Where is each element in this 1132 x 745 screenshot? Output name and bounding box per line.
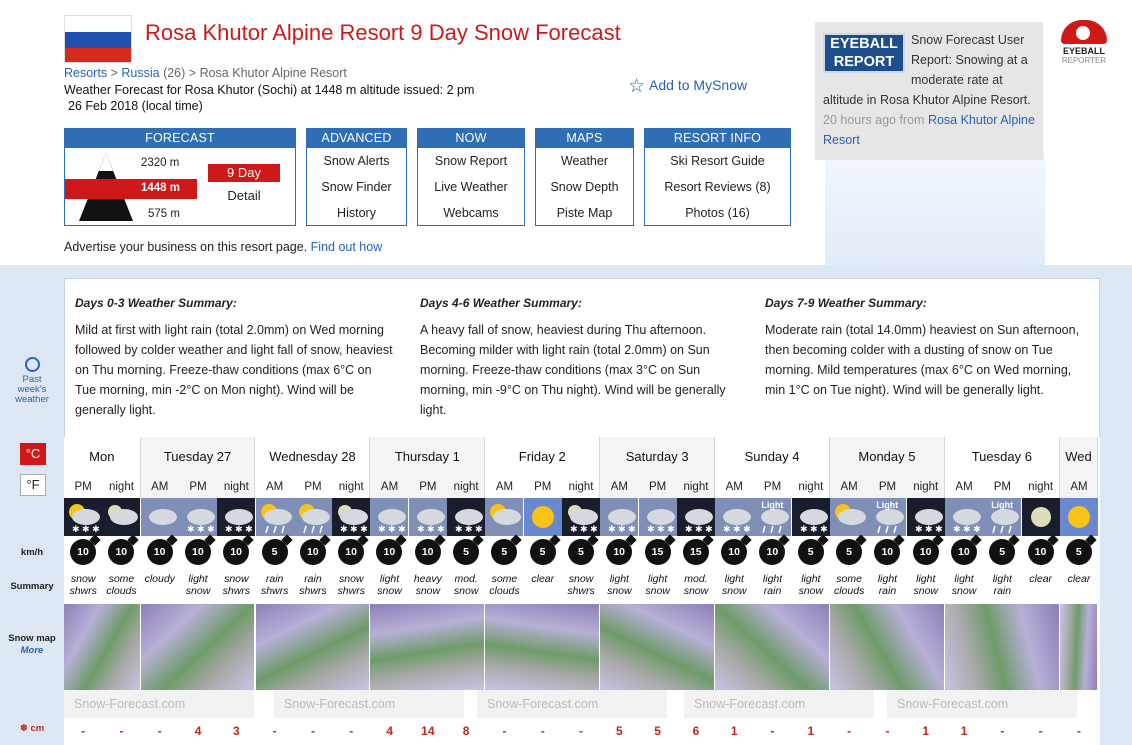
- weather-summary: mod. snow: [453, 573, 479, 597]
- advert-text: Advertise your business on this resort page.: [64, 240, 308, 254]
- snowfall-value: 4: [194, 724, 202, 738]
- weather-summary: light rain: [877, 573, 898, 597]
- svg-text:✱ ✱ ✱: ✱ ✱ ✱: [723, 524, 751, 534]
- breadcrumb-separator: >: [188, 66, 197, 80]
- altitude-top[interactable]: 2320 m: [141, 157, 180, 169]
- weather-summary-panel: [64, 278, 1100, 438]
- weather-summary: light rain: [762, 573, 783, 597]
- nine-day-tab[interactable]: 9 Day: [208, 164, 280, 182]
- breadcrumb: [64, 66, 347, 80]
- forecast-sidebar: [0, 265, 64, 745]
- weather-summary: snow shwrs: [222, 573, 251, 597]
- altitude-bottom[interactable]: 575 m: [148, 208, 180, 220]
- time-slot-label: night: [453, 481, 479, 493]
- weather-summary: light snow: [377, 573, 402, 597]
- night-snow-icon: [677, 498, 715, 536]
- snowfall-value: 1: [730, 724, 738, 738]
- weather-summary: some clouds: [833, 573, 865, 597]
- cloud-rain-icon: [753, 498, 791, 536]
- time-slot-label: PM: [534, 481, 552, 493]
- breadcrumb-current: Rosa Khutor Alpine Resort: [199, 66, 347, 80]
- weather-summary: snow shwrs: [567, 573, 595, 597]
- snow-map-thumbnail[interactable]: [715, 604, 830, 690]
- menu-item-history[interactable]: History: [337, 206, 376, 220]
- sun-cloud-icon: [830, 498, 868, 536]
- time-slot-label: PM: [419, 481, 437, 493]
- svg-text:✱ ✱ ✱: ✱ ✱ ✱: [416, 524, 445, 534]
- wind-arrow-icon: 10: [338, 539, 364, 565]
- cloud-rain-icon: [983, 498, 1021, 536]
- cloud-snow-icon: [370, 498, 408, 536]
- day-header-0[interactable]: Mon: [64, 437, 141, 477]
- snowfall-value: -: [1000, 724, 1005, 738]
- night-sun-cloud-snow-icon: [64, 498, 102, 536]
- snow-map-thumbnail[interactable]: [370, 604, 485, 690]
- time-slot-label: night: [223, 481, 249, 493]
- snow-map-thumbnail[interactable]: [485, 604, 600, 690]
- weather-summary: light snow: [951, 573, 977, 597]
- wind-arrow-icon: 5: [568, 539, 594, 565]
- map-watermark-label: Snow-Forecast.com: [274, 690, 464, 718]
- weather-summary: snow shwrs: [337, 573, 365, 597]
- time-slot-label: AM: [610, 481, 628, 493]
- night-snow-icon: [907, 498, 945, 536]
- time-slot-label: AM: [266, 481, 284, 493]
- summary-row-label: Summary: [10, 581, 54, 592]
- weather-summary: clear: [1067, 573, 1091, 585]
- weather-summary: snow shwrs: [69, 573, 97, 597]
- resort-info-menu: [644, 128, 791, 226]
- wind-arrow-icon: 10: [606, 539, 632, 565]
- day-header-5[interactable]: Saturday 3: [600, 437, 715, 477]
- sun-icon: [524, 498, 562, 536]
- svg-text:✱ ✱ ✱: ✱ ✱ ✱: [225, 524, 253, 534]
- wind-arrow-icon: 15: [683, 539, 709, 565]
- weather-summary: light snow: [721, 573, 747, 597]
- weather-summary: some clouds: [489, 573, 520, 597]
- wind-arrow-icon: 10: [223, 539, 249, 565]
- snow-map-thumbnail[interactable]: [256, 604, 371, 690]
- past-weather-label: Past week's weather: [15, 374, 49, 405]
- snowfall-value: 8: [462, 724, 470, 738]
- menu-item-snow-report[interactable]: Snow Report: [434, 154, 508, 168]
- snowfall-value: 1: [922, 724, 930, 738]
- wind-arrow-icon: 10: [874, 539, 900, 565]
- night-snow-icon: [447, 498, 485, 536]
- map-watermark-label: Snow-Forecast.com: [64, 690, 254, 718]
- advanced-menu: [306, 128, 407, 226]
- menu-item-snow-alerts[interactable]: Snow Alerts: [323, 154, 390, 168]
- sun-cloud-icon: [485, 498, 523, 536]
- eyeball-report-panel: [815, 22, 1043, 160]
- advert-link[interactable]: Find out how: [310, 240, 383, 254]
- time-slot-label: AM: [955, 481, 973, 493]
- weather-summary: cloudy: [144, 573, 175, 585]
- moon-cloud-snow-icon: [332, 498, 370, 536]
- time-slot-label: AM: [840, 481, 858, 493]
- moon-cloud-snow-icon: [562, 498, 600, 536]
- page-header: [0, 0, 1132, 265]
- time-slot-label: night: [798, 481, 824, 493]
- day-header-8[interactable]: Tuesday 6: [945, 437, 1060, 477]
- wind-arrow-icon: 10: [147, 539, 173, 565]
- snowfall-value: -: [1076, 724, 1081, 738]
- weather-summary: clear: [531, 573, 555, 585]
- cloud-rain-icon: [868, 498, 906, 536]
- time-slot-label: AM: [1070, 481, 1088, 493]
- wind-unit-label: km/h: [20, 547, 44, 558]
- time-slot-label: night: [338, 481, 364, 493]
- forecast-menu-title: FORECAST: [65, 129, 295, 148]
- snow-map-thumbnail[interactable]: [830, 604, 945, 690]
- weather-summary: light snow: [185, 573, 211, 597]
- reporter-brand: EYEBALL: [1062, 46, 1105, 56]
- time-slot-label: night: [913, 481, 939, 493]
- map-watermark-label: Snow-Forecast.com: [887, 690, 1077, 718]
- eyeball-report-logo: [823, 33, 905, 73]
- menu-item-live-weather[interactable]: Live Weather: [434, 180, 508, 194]
- snowfall-row-label: [0, 723, 64, 734]
- snowfall-value: 6: [692, 724, 700, 738]
- snow-map-thumbnail[interactable]: [1060, 604, 1098, 690]
- icon-overlay-label: Light: [761, 500, 784, 510]
- advert-line: [64, 240, 382, 254]
- day-header-3[interactable]: Thursday 1: [370, 437, 485, 477]
- weather-summary: clear: [1029, 573, 1053, 585]
- wind-arrow-icon: 10: [70, 539, 96, 565]
- svg-text:✱ ✱ ✱: ✱ ✱ ✱: [340, 524, 368, 534]
- wind-arrow-icon: 5: [798, 539, 824, 565]
- wind-arrow-icon: 5: [491, 539, 517, 565]
- sun-cloud-rain-icon: [294, 498, 332, 536]
- wind-arrow-icon: 10: [951, 539, 977, 565]
- night-snow-icon: [792, 498, 830, 536]
- wind-arrow-icon: 10: [108, 539, 134, 565]
- menu-item-weather[interactable]: Weather: [560, 154, 608, 168]
- past-weather-link[interactable]: [0, 357, 64, 405]
- weather-summary: light snow: [607, 573, 632, 597]
- clock-icon: [25, 357, 40, 372]
- maps-menu: [535, 128, 634, 226]
- snowfall-value: -: [847, 724, 852, 738]
- weather-summary: heavy snow: [413, 573, 442, 597]
- wind-arrow-icon: 10: [913, 539, 939, 565]
- day-header-1[interactable]: Tuesday 27: [141, 437, 256, 477]
- wind-arrow-icon: 10: [759, 539, 785, 565]
- snowfall-value: -: [540, 724, 545, 738]
- time-slot-label: night: [108, 481, 134, 493]
- logo-line: EYEBALL: [830, 36, 898, 52]
- time-slot-label: PM: [763, 481, 782, 493]
- time-slot-label: night: [683, 481, 709, 493]
- time-slot-label: AM: [151, 481, 169, 493]
- snow-map-more-link[interactable]: More: [20, 645, 44, 656]
- snowfall-value: 5: [654, 724, 661, 738]
- day-header-6[interactable]: Sunday 4: [715, 437, 830, 477]
- menu-item-photos[interactable]: Photos (16): [685, 206, 750, 220]
- snowfall-value: -: [885, 724, 890, 738]
- reporter-sub: REPORTER: [1061, 56, 1107, 65]
- day-header-4[interactable]: Friday 2: [485, 437, 600, 477]
- time-slot-label: PM: [649, 481, 667, 493]
- eyeball-text: Snowing at a moderate rate at altitude in Rosa Khutor Alpine Resort.: [823, 53, 1031, 107]
- add-to-mysnow-button[interactable]: [628, 75, 747, 98]
- moon-icon: [1022, 498, 1060, 536]
- logo-line: REPORT: [833, 54, 895, 70]
- cloud-snow-icon: [639, 498, 677, 536]
- summary-days-7-9: [765, 293, 1085, 400]
- breadcrumb-resorts[interactable]: Resorts: [64, 66, 108, 80]
- eyeball-time: 20 hours ago from: [823, 113, 925, 127]
- add-to-mysnow-label: Add to MySnow: [649, 77, 748, 93]
- breadcrumb-separator: >: [110, 66, 118, 80]
- eyeball-reporter-logo[interactable]: [1058, 20, 1110, 66]
- wind-arrow-icon: 5: [530, 539, 556, 565]
- cloud-snow-icon: [179, 498, 217, 536]
- cloud-snow-icon: [945, 498, 983, 536]
- snowfall-value: -: [1038, 724, 1043, 738]
- snowfall-value: -: [81, 724, 86, 738]
- icon-overlay-label: Light: [991, 500, 1014, 510]
- wind-arrow-icon: 10: [1028, 539, 1054, 565]
- summary-text: A heavy fall of snow, heaviest during Thu afternoon. Becoming milder with light rain (total 2.0mm) on Sun morning. Freeze-thaw conditions (max 3°C on Sun morning, min -9°C on Thu night). Wind will be generally light.: [420, 323, 726, 417]
- celsius-button[interactable]: °C: [20, 443, 46, 465]
- snow-map-thumbnail[interactable]: [600, 604, 715, 690]
- issued-line: Weather Forecast for Rosa Khutor (Sochi) at 1448 m altitude issued: 2 pm: [64, 83, 475, 97]
- day-header-7[interactable]: Monday 5: [830, 437, 945, 477]
- forecast-issued-text: [64, 82, 514, 114]
- svg-text:✱ ✱ ✱: ✱ ✱ ✱: [684, 524, 713, 534]
- weather-summary: mod. snow: [683, 573, 709, 597]
- svg-text:✱ ✱ ✱: ✱ ✱ ✱: [569, 524, 598, 534]
- wind-arrow-icon: 5: [989, 539, 1015, 565]
- weather-summary: some clouds: [106, 573, 137, 597]
- summary-title: Days 4-6 Weather Summary:: [420, 296, 582, 310]
- svg-text:✱ ✱ ✱: ✱ ✱ ✱: [72, 524, 100, 534]
- wind-arrow-icon: 5: [836, 539, 862, 565]
- snow-map-thumbnail[interactable]: [141, 604, 256, 690]
- wind-arrow-icon: 10: [721, 539, 747, 565]
- now-menu-title: NOW: [418, 129, 524, 148]
- wind-arrow-icon: 10: [300, 539, 326, 565]
- russia-flag-icon: [64, 15, 132, 63]
- map-watermark-label: Snow-Forecast.com: [684, 690, 874, 718]
- time-slot-label: PM: [189, 481, 207, 493]
- snow-map-row-label: Snow map: [8, 633, 56, 644]
- wind-arrow-icon: 5: [262, 539, 288, 565]
- star-icon: ☆: [628, 76, 646, 97]
- sun-cloud-rain-icon: [256, 498, 294, 536]
- svg-text:✱ ✱ ✱: ✱ ✱ ✱: [952, 524, 981, 534]
- snowfall-value: 14: [421, 724, 435, 738]
- wind-arrow-icon: 15: [645, 539, 671, 565]
- eye-icon: [1061, 20, 1107, 44]
- day-header-2[interactable]: Wednesday 28: [256, 437, 371, 477]
- weather-summary: light snow: [798, 573, 824, 597]
- forecast-menu: [64, 128, 296, 226]
- page-title: Rosa Khutor Alpine Resort 9 Day Snow Forecast: [145, 20, 621, 45]
- snowfall-value: -: [502, 724, 507, 738]
- summary-text: Moderate rain (total 14.0mm) heaviest on Sun afternoon, then becoming colder with a dusting of snow on Tue morning. Mild temperatures (max 6°C on Wed morning, min 1°C on Tue night). Wind will be generally light.: [765, 323, 1080, 397]
- cloud-heavy-snow-icon: [409, 498, 447, 536]
- altitude-mid[interactable]: 1448 m: [141, 182, 181, 194]
- summary-days-0-3: [75, 293, 395, 420]
- menu-item-piste-map[interactable]: Piste Map: [556, 206, 613, 220]
- svg-text:✱ ✱ ✱: ✱ ✱ ✱: [455, 524, 483, 534]
- wind-arrow-icon: 5: [1066, 539, 1092, 565]
- time-slot-label: AM: [495, 481, 514, 493]
- wind-arrow-icon: 10: [185, 539, 211, 565]
- weather-summary: rain shwrs: [260, 573, 289, 597]
- summary-text: Mild at first with light rain (total 2.0mm) on Wed morning followed by colder weather and light fall of snow, heaviest on Thu morning. Freeze-thaw conditions (max 6°C on Tue morning, min -2°C on Mon night). Wind will be generally light.: [75, 323, 393, 417]
- sun-icon: [1060, 498, 1098, 536]
- detail-tab[interactable]: Detail: [227, 188, 261, 203]
- snowflake-icon: ❄: [19, 723, 28, 734]
- menu-item-resort-reviews[interactable]: Resort Reviews (8): [664, 180, 771, 194]
- svg-text:✱ ✱ ✱: ✱ ✱ ✱: [914, 524, 943, 534]
- now-menu: [417, 128, 525, 226]
- menu-item-snow-depth[interactable]: Snow Depth: [550, 180, 619, 194]
- wind-arrow-icon: 5: [453, 539, 479, 565]
- snowfall-value: -: [579, 724, 584, 738]
- wind-arrow-icon: 10: [415, 539, 441, 565]
- cloud-snow-icon: [600, 498, 638, 536]
- svg-text:✱ ✱ ✱: ✱ ✱ ✱: [646, 524, 675, 534]
- cloud-snow-icon: [715, 498, 753, 536]
- advanced-menu-title: ADVANCED: [307, 129, 406, 148]
- time-slot-label: night: [1028, 481, 1054, 493]
- weather-summary: light snow: [645, 573, 670, 597]
- maps-menu-title: MAPS: [536, 129, 633, 148]
- time-slot-label: PM: [878, 481, 897, 493]
- menu-item-snow-finder[interactable]: Snow Finder: [321, 180, 392, 194]
- snowfall-value: -: [310, 724, 315, 738]
- weather-summary: light snow: [913, 573, 938, 597]
- night-snow-icon: [217, 498, 255, 536]
- svg-text:✱ ✱ ✱: ✱ ✱ ✱: [186, 524, 215, 534]
- snowfall-value: -: [272, 724, 277, 738]
- time-slot-label: PM: [74, 481, 92, 493]
- snow-map-thumbnail[interactable]: [945, 604, 1060, 690]
- snowfall-value: -: [119, 724, 124, 738]
- fahrenheit-button[interactable]: °F: [20, 474, 46, 496]
- snowfall-value: 1: [960, 724, 968, 738]
- breadcrumb-russia[interactable]: Russia: [121, 66, 160, 80]
- snowfall-value: 5: [615, 724, 623, 738]
- issued-date: 26 Feb 2018 (local time): [68, 99, 203, 113]
- day-header-9[interactable]: Wed: [1060, 437, 1098, 477]
- time-slot-label: AM: [725, 481, 743, 493]
- snowfall-value: 4: [386, 724, 393, 738]
- snow-map-thumbnail[interactable]: [64, 604, 141, 690]
- wind-arrow-icon: 10: [376, 539, 402, 565]
- weather-summary: rain shwrs: [299, 573, 327, 597]
- map-watermark-label: Snow-Forecast.com: [477, 690, 667, 718]
- snowfall-value: -: [349, 724, 354, 738]
- time-slot-label: AM: [380, 481, 399, 493]
- snowfall-value: -: [770, 724, 775, 738]
- svg-text:✱ ✱ ✱: ✱ ✱ ✱: [378, 524, 407, 534]
- weather-summary: light rain: [992, 573, 1012, 597]
- time-slot-label: PM: [304, 481, 322, 493]
- snowfall-value: 3: [232, 724, 240, 738]
- snowfall-value: 1: [807, 724, 815, 738]
- time-slot-label: PM: [993, 481, 1011, 493]
- eyeball-resort-link[interactable]: Rosa Khutor Alpine Resort: [823, 113, 1035, 147]
- snow-unit: cm: [30, 723, 45, 734]
- breadcrumb-count: (26): [163, 66, 186, 80]
- cloud-icon: [141, 498, 179, 536]
- svg-text:✱ ✱ ✱: ✱ ✱ ✱: [608, 524, 636, 534]
- resort-info-menu-title: RESORT INFO: [645, 129, 790, 148]
- time-slot-label: night: [568, 481, 594, 493]
- forecast-table: [64, 437, 1100, 745]
- snowfall-value: -: [157, 724, 162, 738]
- menu-item-webcams[interactable]: Webcams: [443, 206, 499, 220]
- icon-overlay-label: Light: [876, 500, 899, 510]
- svg-text:✱ ✱ ✱: ✱ ✱ ✱: [799, 524, 828, 534]
- summary-title: Days 0-3 Weather Summary:: [75, 296, 237, 310]
- menu-item-ski-resort-guide[interactable]: Ski Resort Guide: [670, 154, 765, 168]
- moon-cloud-icon: [102, 498, 140, 536]
- summary-days-4-6: [420, 293, 740, 420]
- eyeball-heading: Snow Forecast User Report:: [911, 33, 1025, 67]
- summary-title: Days 7-9 Weather Summary:: [765, 296, 927, 310]
